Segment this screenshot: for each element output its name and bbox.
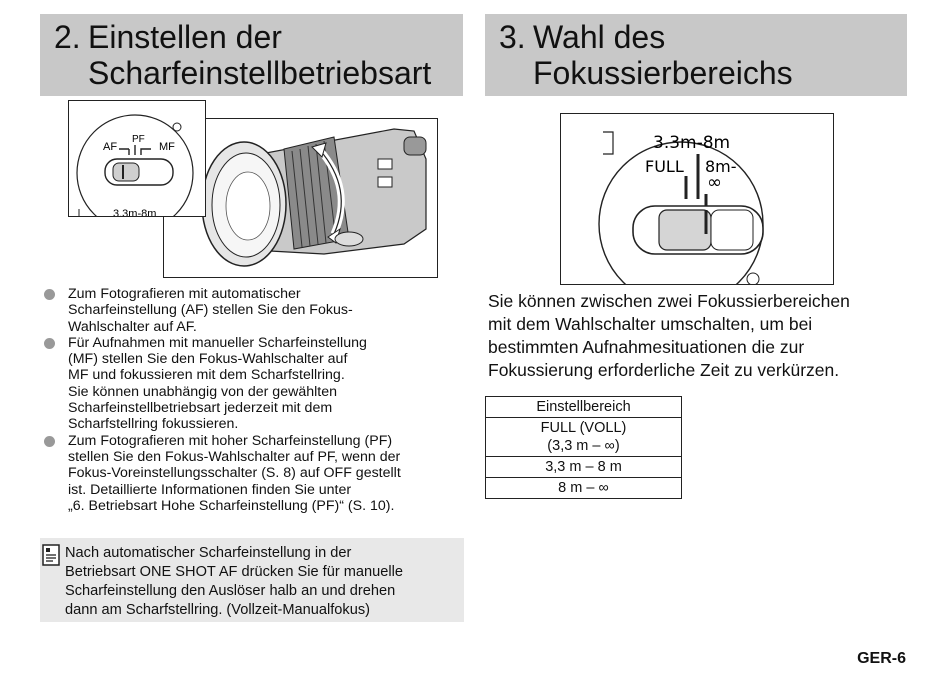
section-2-number: 2.: [54, 19, 81, 55]
bullet-line: Scharfstellring fokussieren.: [68, 416, 239, 433]
bullet-line: Scharfeinstellbetriebsart jederzeit mit dem: [68, 400, 333, 417]
table-cell-line: FULL (VOLL): [540, 420, 627, 436]
bullet-line: „6. Betriebsart Hohe Scharfeinstellung (PF)“ (S. 10).: [68, 497, 395, 514]
note-box: [40, 538, 464, 622]
bullet-line: stellen Sie den Fokus-Wahlschalter auf PF, wenn der: [68, 448, 401, 465]
range-label-infinity: ∞: [707, 172, 722, 193]
section-2-header: [40, 14, 463, 96]
table-header-cell: Einstellbereich: [486, 397, 682, 418]
table-row: [486, 457, 682, 478]
bullet-dot-icon: [44, 436, 55, 447]
table-cell: [486, 418, 682, 457]
bullet-line: Scharfeinstellung (AF) stellen Sie den Fokus-: [68, 302, 353, 319]
range-switch-icon: [561, 114, 833, 284]
paragraph-line: bestimmten Aufnahmesituationen die zur: [488, 337, 805, 357]
bullet-dot-icon: [44, 289, 55, 300]
table-cell: 8 m – ∞: [486, 478, 682, 499]
switch-label-pf: PF: [132, 134, 145, 145]
bullet-line: Sie können unabhängig von der gewählten: [68, 383, 337, 400]
note-line: Scharfeinstellung den Auslöser halb an und drehen: [65, 583, 396, 599]
section-3-number: 3.: [499, 19, 526, 55]
table-cell: 3,3 m – 8 m: [486, 457, 682, 478]
bullet-line: ist. Detaillierte Informationen finden Sie unter: [68, 481, 352, 498]
memo-icon: [42, 544, 60, 566]
switch-label-mf: MF: [159, 141, 175, 153]
paragraph-line: mit dem Wahlschalter umschalten, um bei: [488, 314, 813, 334]
table-row: [486, 478, 682, 499]
section-3-title-line1: Wahl des: [533, 19, 666, 55]
bullet-dot-icon: [44, 338, 55, 349]
switch-label-af: AF: [103, 141, 118, 153]
section-2-title: [54, 19, 431, 91]
section-3-title: [499, 19, 793, 91]
bullet-line: (MF) stellen Sie den Fokus-Wahlschalter auf: [68, 351, 348, 368]
note-text: [65, 544, 461, 620]
section-2-bullets: [44, 286, 464, 514]
bullet-line: Für Aufnahmen mit manueller Scharfeinstellung: [68, 334, 367, 351]
section-3-title-line2: Fokussierbereichs: [533, 55, 793, 91]
range-label-3m-8m: 3.3m-8m: [653, 133, 731, 153]
bullet-line: Wahlschalter auf AF.: [68, 318, 197, 335]
range-label-full: FULL: [645, 157, 684, 176]
bullet-line: Fokus-Voreinstellungsschalter (S. 8) auf OFF gestellt: [68, 465, 401, 482]
bullet-item: [44, 286, 464, 335]
bullet-line: MF und fokussieren mit dem Scharfstellring.: [68, 367, 345, 384]
switch-label-range: 3.3m-8m: [113, 208, 157, 216]
section-3-paragraph: [488, 290, 908, 382]
switch-inset: [68, 100, 206, 217]
section-3-header: [485, 14, 907, 96]
bullet-item: [44, 335, 464, 433]
bullet-line: Zum Fotografieren mit hoher Scharfeinstellung (PF): [68, 432, 393, 449]
bullet-item: [44, 433, 464, 514]
range-switch-illustration: [560, 113, 834, 285]
note-line: dann am Scharfstellring. (Vollzeit-Manualfokus): [65, 602, 370, 618]
table-row: [486, 418, 682, 457]
range-label-8m: 8m-: [705, 157, 737, 176]
note-line: Betriebsart ONE SHOT AF drücken Sie für manuelle: [65, 564, 403, 580]
section-2-title-line2: Scharfeinstellbetriebsart: [88, 55, 432, 91]
paragraph-line: Fokussierung erforderliche Zeit zu verkürzen.: [488, 360, 840, 380]
note-line: Nach automatischer Scharfeinstellung in der: [65, 545, 352, 561]
page-number: GER-6: [857, 650, 906, 667]
table-cell-line: (3,3 m – ∞): [547, 438, 620, 454]
bullet-line: Zum Fotografieren mit automatischer: [68, 286, 301, 302]
focus-mode-switch-icon: [69, 101, 205, 216]
section-2-title-line1: Einstellen der: [88, 19, 282, 55]
table-header-row: [486, 397, 682, 418]
focus-range-table: [485, 396, 682, 499]
paragraph-line: Sie können zwischen zwei Fokussierbereichen: [488, 291, 850, 311]
